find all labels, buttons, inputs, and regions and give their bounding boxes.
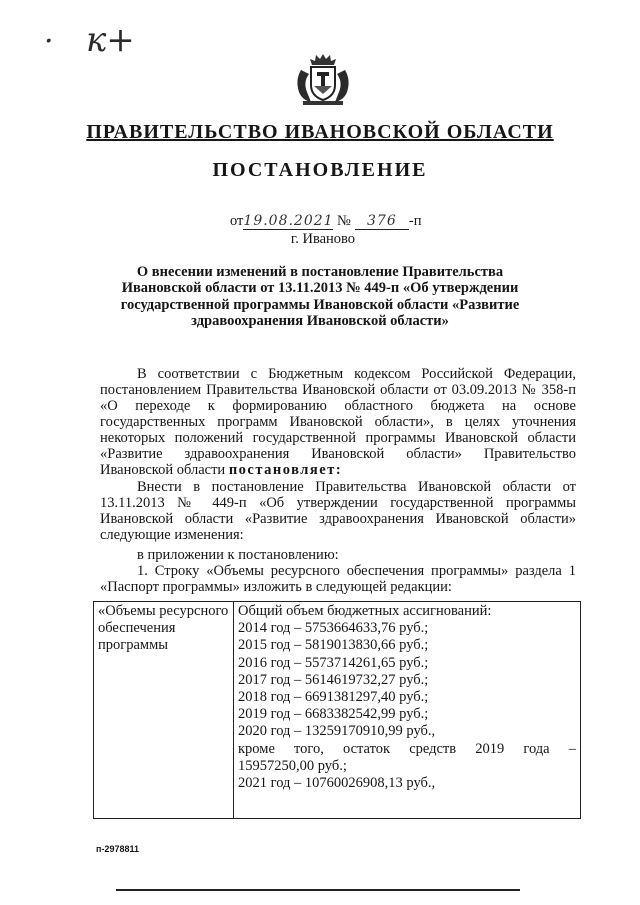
table-line: 2019 год – 6683382542,99 руб.;	[238, 706, 429, 723]
resource-table	[93, 601, 581, 819]
table-line: 2016 год – 5573714261,65 руб.;	[238, 654, 429, 671]
table-line: 2014 год – 5753664633,76 руб.;	[238, 620, 429, 637]
table-line: 15957250,00 руб.;	[238, 757, 347, 774]
document-type: ПОСТАНОВЛЕНИЕ	[212, 159, 428, 181]
date-handwritten: 19.08.2021	[243, 213, 334, 229]
table-label-cell	[94, 602, 234, 819]
table-line: 2015 год – 5819013830,66 руб.;	[238, 637, 429, 654]
organization-name: ПРАВИТЕЛЬСТВО ИВАНОВСКОЙ ОБЛАСТИ	[86, 121, 554, 143]
table-line: 2017 год – 5614619732,27 руб.;	[238, 671, 429, 688]
paragraph-annex: в приложении к постановлению:	[137, 547, 339, 563]
table-values-cell	[234, 602, 581, 819]
paragraph-preamble	[100, 366, 576, 478]
paragraph-item-1: 1. Строку «Объемы ресурсного обеспечения программы» раздела 1 «Паспорт программы» изложить в следующей редакции:	[100, 563, 576, 595]
table-line: 2021 год – 10760026908,13 руб.,	[238, 775, 436, 792]
paragraph-amend: Внести в постановление Правительства Ивановской области от 13.11.2013 № 449-п «Об утверждении государственной программы Ивановской области «Развитие здравоохранения Ивановской области» следующие изменения:	[100, 479, 576, 543]
handwritten-mark: к+	[86, 20, 135, 60]
date-number-line	[230, 213, 421, 230]
city: г. Иваново	[290, 231, 356, 247]
date-prefix: от	[230, 213, 244, 229]
number-sign: №	[337, 213, 351, 229]
preamble-text: В соответствии с Бюджетным кодексом Российской Федерации, постановлением Правительства Ивановской области от 03.09.2013 № 358-п «О переходе к формированию областного бюджета на основе государственных программ Ивановской области», в целях уточнения некоторых положений государственной программы Ивановской области «Развитие здравоохранения Ивановской области» Правительство Ивановской области	[100, 366, 576, 478]
handwritten-dot: ·	[44, 24, 54, 59]
document-title: О внесении изменений в постановление Правительства Ивановской области от 13.11.2013 № 449-п «Об утверждении государственной программы Ивановской области «Развитие здравоохранения Ивановской области»	[120, 264, 520, 330]
table-line: Общий объем бюджетных ассигнований:	[238, 603, 492, 619]
preamble-emphasis: постановляет:	[228, 462, 343, 478]
document-code: п-2978811	[96, 844, 139, 854]
table-row	[94, 602, 581, 819]
number-handwritten: 376	[367, 213, 397, 229]
table-line: 2018 год – 6691381297,40 руб.;	[238, 689, 429, 706]
footer-rule	[116, 889, 520, 891]
coat-of-arms-emblem	[293, 52, 353, 106]
number-suffix: -п	[408, 213, 422, 229]
table-line: кроме того, остаток средств 2019 года –	[238, 740, 576, 757]
table-label: «Объемы ресурсного обеспечения программы	[98, 603, 229, 654]
table-line: 2020 год – 13259170910,99 руб.,	[238, 723, 436, 740]
